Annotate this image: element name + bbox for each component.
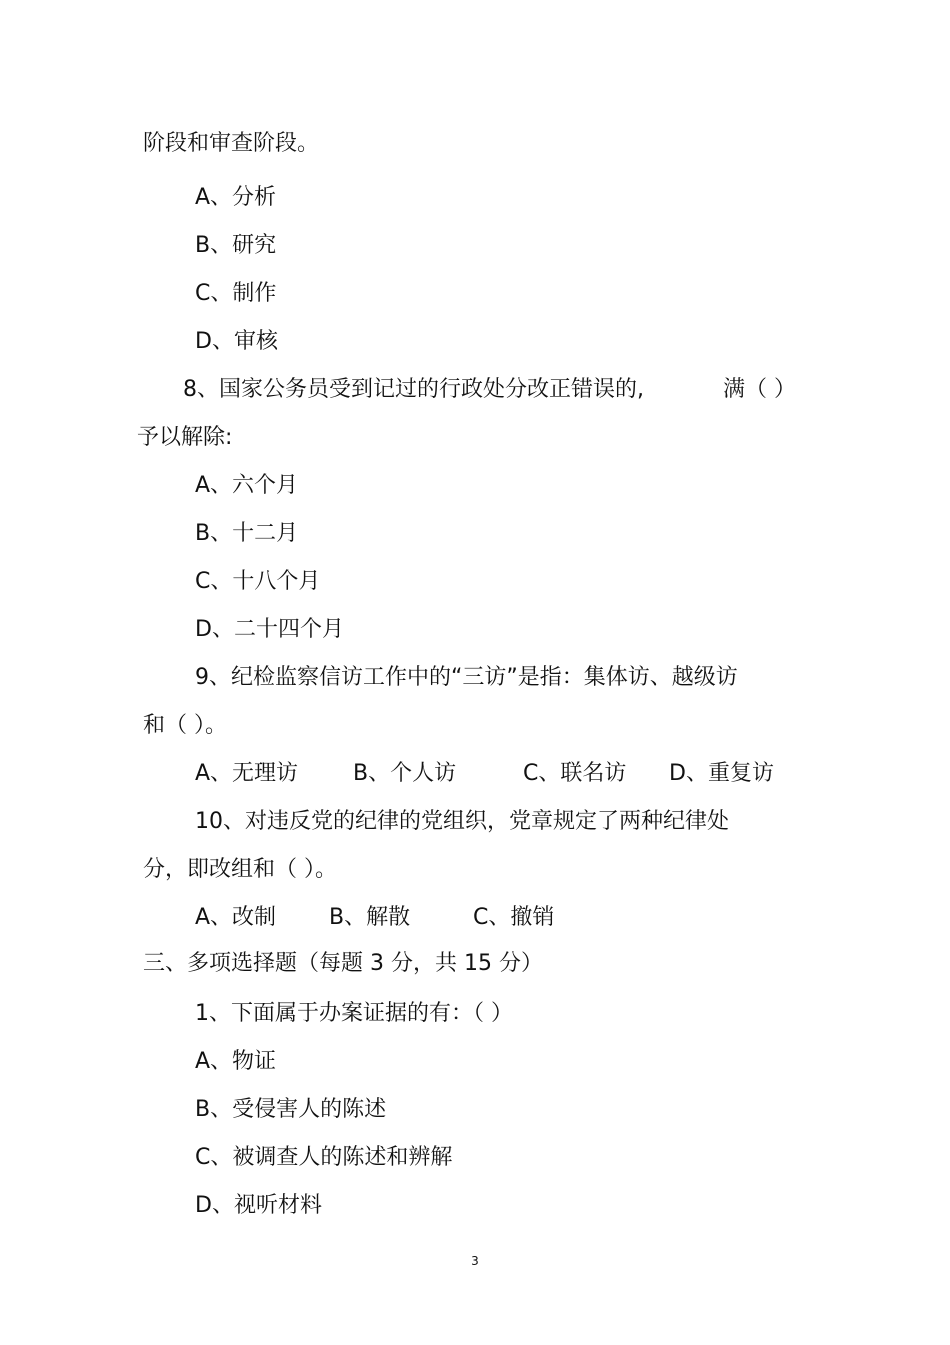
question-8-blank: 满（ ） — [723, 377, 796, 402]
question-8-text: 8、国家公务员受到记过的行政处分改正错误的, — [183, 377, 644, 402]
option-b: B、研究 — [195, 233, 277, 258]
option-c: C、撤销 — [473, 905, 555, 930]
page-number: 3 — [471, 1254, 479, 1268]
option-b: B、十二月 — [195, 521, 299, 546]
section-heading: 三、多项选择题（每题 3 分，共 15 分） — [143, 951, 543, 976]
question-9-text: 9、纪检监察信访工作中的“三访”是指：集体访、越级访 — [195, 665, 738, 690]
question-9-continuation: 和（ ）。 — [143, 713, 227, 738]
option-a: A、改制 — [195, 905, 277, 930]
option-d: D、审核 — [195, 329, 278, 354]
option-a: A、分析 — [195, 185, 277, 210]
option-c: C、联名访 — [523, 761, 627, 786]
question-10-continuation: 分，即改组和（ ）。 — [143, 857, 337, 882]
option-a: A、六个月 — [195, 473, 299, 498]
multi-question-1-text: 1、下面属于办案证据的有：（ ） — [195, 1001, 513, 1026]
option-c: C、制作 — [195, 281, 277, 306]
question-10-text: 10、对违反党的纪律的党组织，党章规定了两种纪律处 — [195, 809, 729, 834]
option-a: A、无理访 — [195, 761, 299, 786]
option-b: B、受侵害人的陈述 — [195, 1097, 387, 1122]
option-c: C、被调查人的陈述和辨解 — [195, 1145, 453, 1170]
option-c: C、十八个月 — [195, 569, 321, 594]
option-d: D、重复访 — [669, 761, 774, 786]
option-d: D、二十四个月 — [195, 617, 344, 642]
option-b: B、个人访 — [353, 761, 457, 786]
option-a: A、物证 — [195, 1049, 277, 1074]
option-b: B、解散 — [329, 905, 411, 930]
option-d: D、视听材料 — [195, 1193, 322, 1218]
question-8-continuation: 予以解除: — [137, 425, 233, 450]
text-line: 阶段和审查阶段。 — [143, 131, 320, 156]
